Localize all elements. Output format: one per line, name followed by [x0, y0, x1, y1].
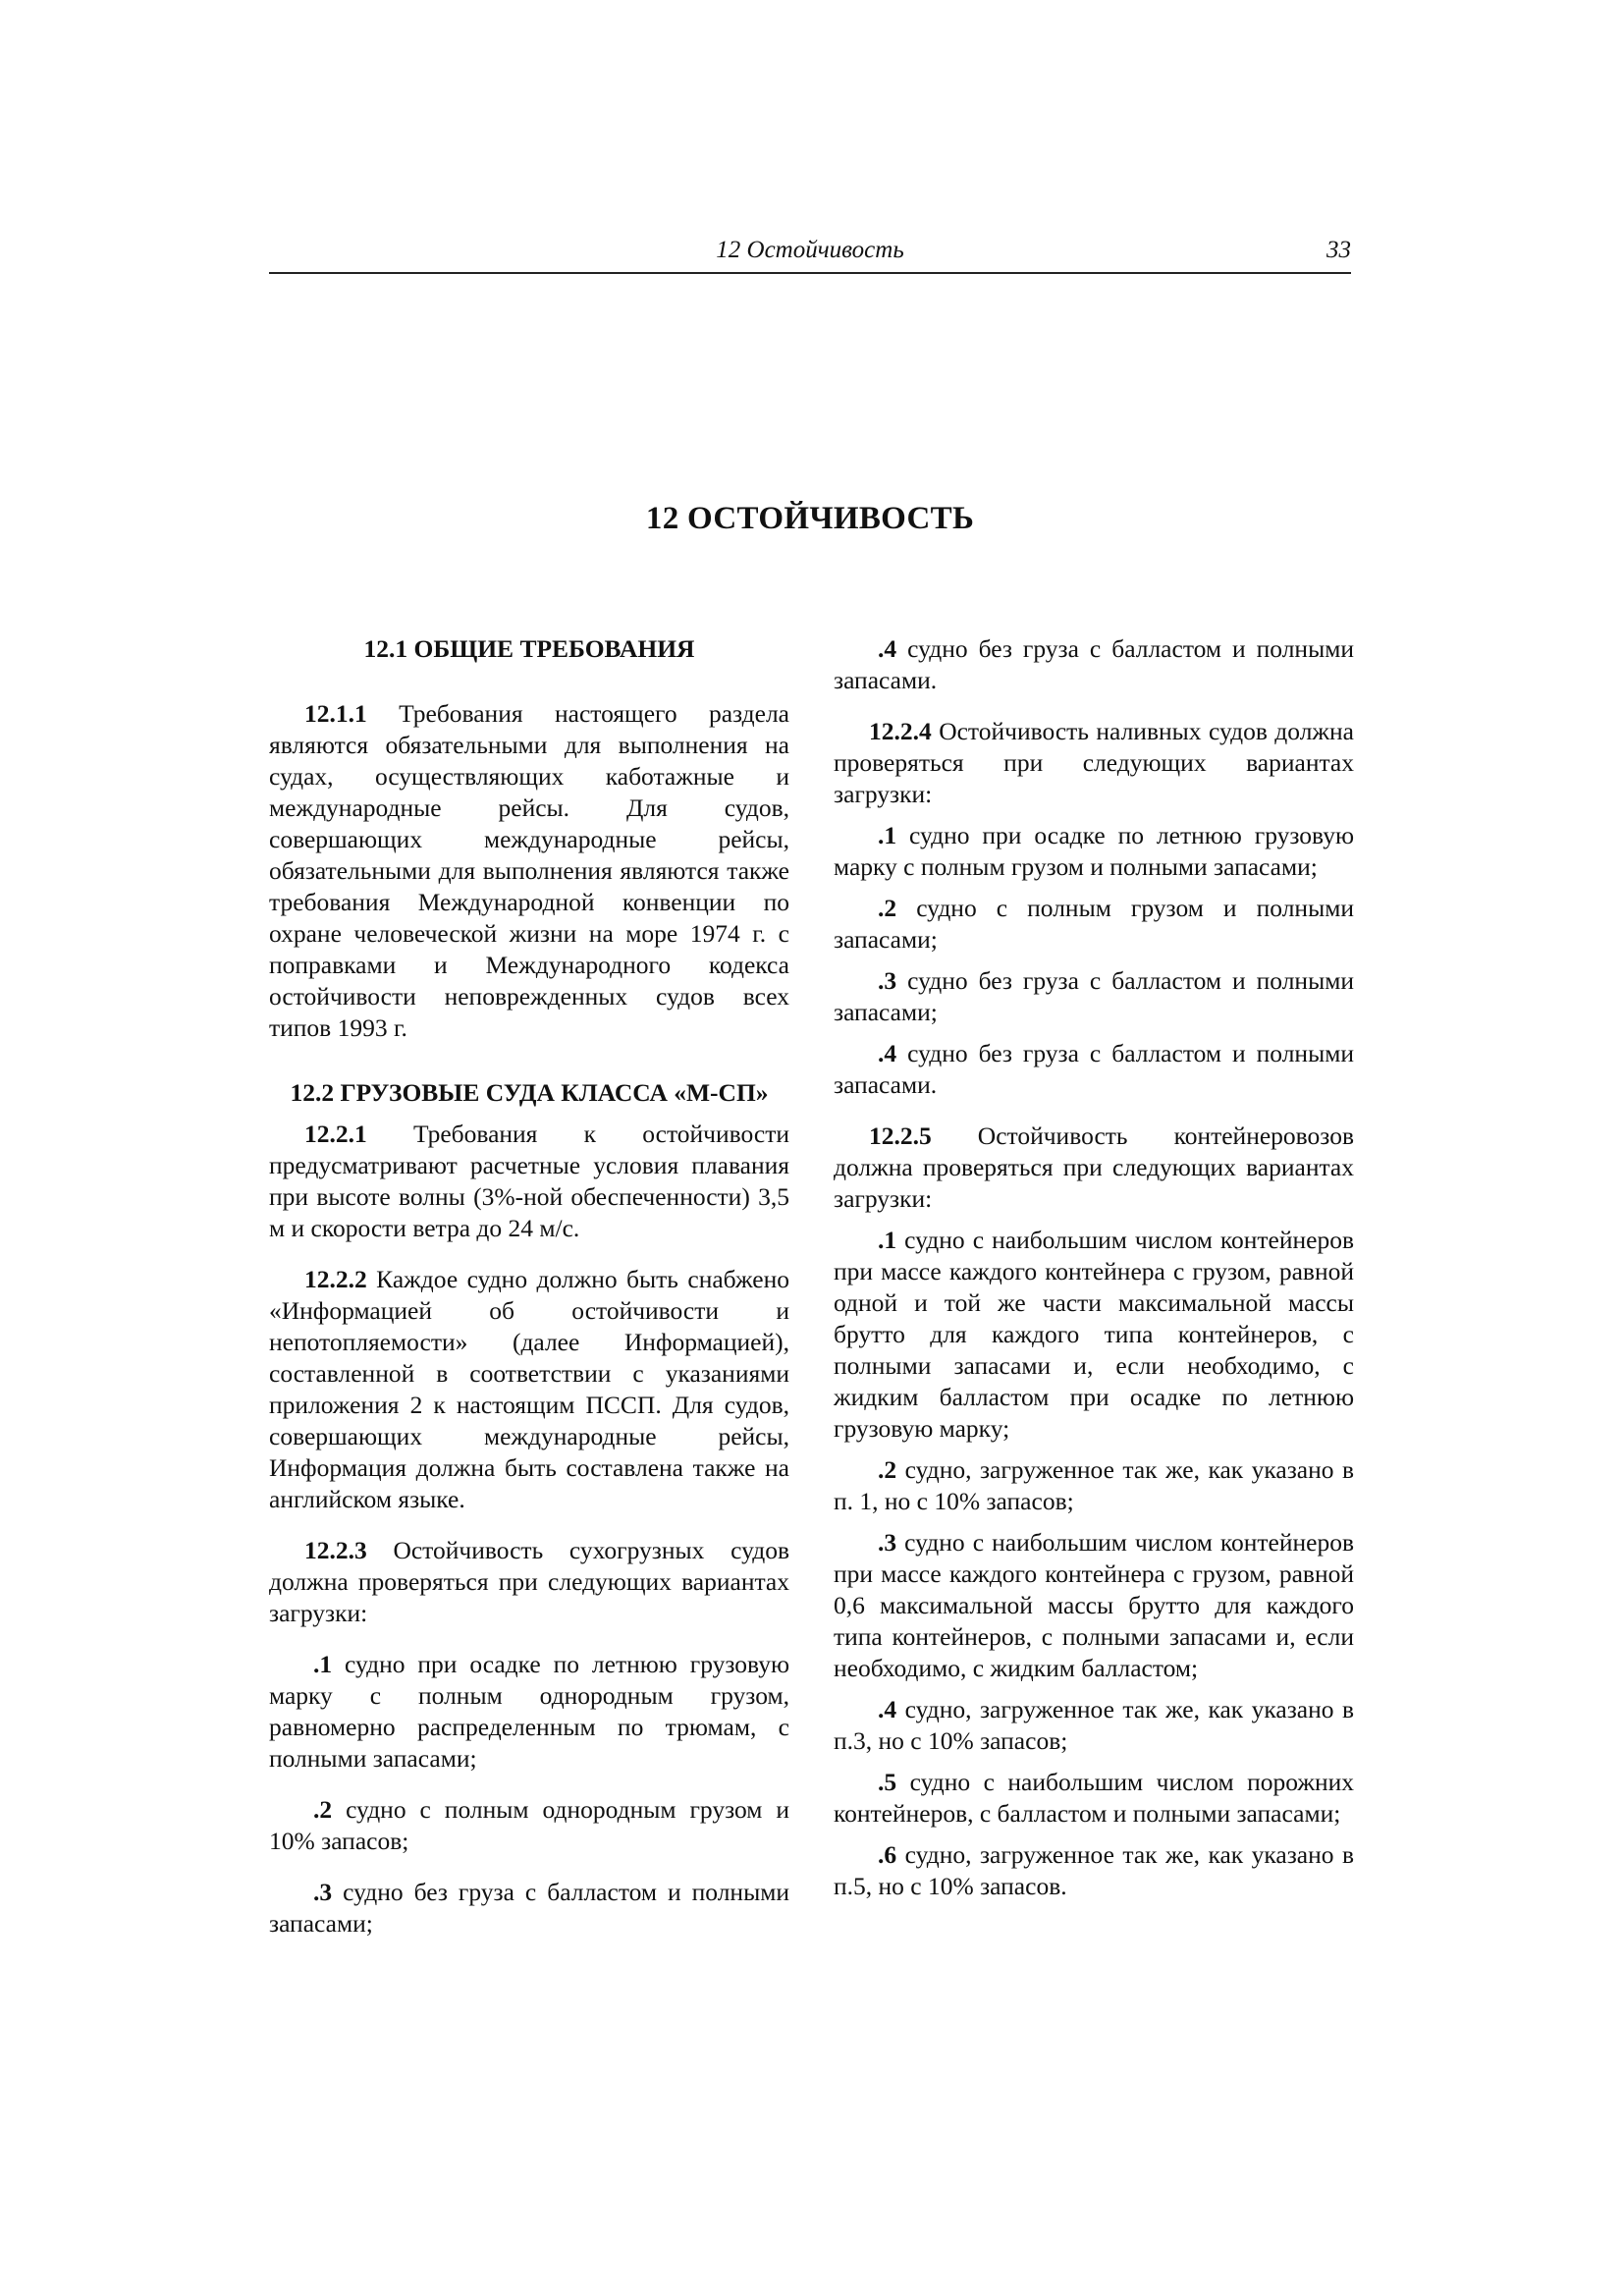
item-number: .5 — [878, 1768, 897, 1796]
list-item — [834, 965, 1354, 1028]
item-text: судно с наибольшим числом порожних контейнеров, с балластом и полными запасами; — [834, 1768, 1354, 1828]
page-number: 33 — [1326, 237, 1351, 263]
clause-text: Требования к остойчивости предусматривают расчетные условия плавания при высоте волны (3%-ной обеспеченности) 3,5 м и скорости ветра до 24 м/с. — [269, 1120, 789, 1242]
item-number: .3 — [313, 1878, 333, 1906]
clause-number: 12.2.2 — [304, 1265, 367, 1293]
clause-number: 12.2.1 — [304, 1120, 367, 1148]
item-text: судно при осадке по летнюю грузовую марку с полным грузом и полными запасами; — [834, 821, 1354, 881]
item-text: судно при осадке по летнюю грузовую марку с полным однородным грузом, равномерно распределенным по трюмам, с полными запасами; — [269, 1650, 789, 1773]
item-number: .6 — [878, 1840, 897, 1869]
list-item — [834, 1527, 1354, 1684]
item-number: .3 — [878, 966, 897, 995]
clause-text: Остойчивость контейнеровозов должна проверяться при следующих вариантах загрузки: — [834, 1121, 1354, 1213]
item-text: судно без груза с балластом и полными запасами. — [834, 634, 1354, 694]
item-text: судно, загруженное так же, как указано в п.5, но с 10% запасов. — [834, 1840, 1354, 1900]
list-item — [834, 1694, 1354, 1757]
paragraph-12-2-1 — [269, 1119, 789, 1244]
item-text: судно с полным однородным грузом и 10% запасов; — [269, 1795, 789, 1855]
paragraph-12-1-1 — [269, 698, 789, 1044]
chapter-title: 12 ОСТОЙЧИВОСТЬ — [645, 501, 975, 536]
item-number: .2 — [878, 1455, 897, 1484]
item-number: .2 — [313, 1795, 333, 1824]
paragraph-12-2-5 — [834, 1121, 1354, 1215]
list-item — [834, 893, 1354, 956]
clause-number: 12.2.4 — [869, 717, 932, 745]
clause-number: 12.2.3 — [304, 1536, 367, 1564]
clause-number: 12.2.5 — [869, 1121, 932, 1150]
item-number: .4 — [878, 634, 897, 663]
item-text: судно без груза с балластом и полными запасами; — [834, 966, 1354, 1026]
item-text: судно без груза с балластом и полными запасами; — [269, 1878, 789, 1938]
list-item — [269, 1649, 789, 1775]
list-item — [834, 1454, 1354, 1517]
list-item — [269, 1877, 789, 1940]
clause-text: Требования настоящего раздела являются обязательными для выполнения на судах, осуществляющих каботажные и международные рейсы. Для судов, совершающих международные рейсы, обязательными для выполнения являются также требования Международной конвенции по охране человеческой жизни на море 1974 г. с поправками и Международного кодекса остойчивости неповрежденных судов всех типов 1993 г. — [269, 699, 789, 1042]
item-number: .3 — [878, 1528, 897, 1557]
clause-number: 12.1.1 — [304, 699, 367, 728]
item-text: судно с наибольшим числом контейнеров при массе каждого контейнера с грузом, равной одной и той же части максимальной массы брутто для каждого типа контейнеров, с полными запасами и, если необходимо, с жидким балластом при осадке по летнюю грузовую марку; — [834, 1226, 1354, 1443]
list-item — [834, 820, 1354, 883]
list-item — [834, 1767, 1354, 1830]
item-text: судно без груза с балластом и полными запасами. — [834, 1039, 1354, 1099]
item-number: .1 — [313, 1650, 333, 1678]
list-item — [834, 633, 1354, 696]
item-text: судно с наибольшим числом контейнеров при массе каждого контейнера с грузом, равной 0,6 максимальной массы брутто для каждого типа контейнеров, с полными запасами и, если необходимо, с жидким балластом; — [834, 1528, 1354, 1682]
item-text: судно с полным грузом и полными запасами; — [834, 894, 1354, 954]
list-item — [834, 1038, 1354, 1101]
paragraph-12-2-2 — [269, 1264, 789, 1515]
item-number: .1 — [878, 821, 897, 849]
paragraph-12-2-4 — [834, 716, 1354, 810]
left-column — [269, 633, 789, 1940]
running-header — [269, 237, 1351, 274]
list-item — [269, 1794, 789, 1857]
list-item — [834, 1225, 1354, 1445]
clause-text: Каждое судно должно быть снабжено «Информацией об остойчивости и непотопляемости» (далее Информацией), составленной в соответствии с указаниями приложения 2 к настоящим ПССП. Для судов, совершающих международные рейсы, Информация должна быть составлена также на английском языке. — [269, 1265, 789, 1513]
paragraph-12-2-3 — [269, 1535, 789, 1629]
clause-text: Остойчивость сухогрузных судов должна проверяться при следующих вариантах загрузки: — [269, 1536, 789, 1627]
item-text: судно, загруженное так же, как указано в п. 1, но с 10% запасов; — [834, 1455, 1354, 1515]
item-number: .2 — [878, 894, 897, 922]
right-column — [834, 633, 1354, 1902]
item-number: .4 — [878, 1695, 897, 1723]
running-title: 12 Остойчивость — [716, 237, 904, 263]
section-heading-12-2: 12.2 ГРУЗОВЫЕ СУДА КЛАССА «М-СП» — [290, 1078, 769, 1107]
item-number: .4 — [878, 1039, 897, 1067]
item-number: .1 — [878, 1226, 897, 1254]
item-text: судно, загруженное так же, как указано в п.3, но с 10% запасов; — [834, 1695, 1354, 1755]
section-heading-12-1: 12.1 ОБЩИЕ ТРЕБОВАНИЯ — [363, 634, 695, 663]
clause-text: Остойчивость наливных судов должна проверяться при следующих вариантах загрузки: — [834, 717, 1354, 808]
list-item — [834, 1839, 1354, 1902]
